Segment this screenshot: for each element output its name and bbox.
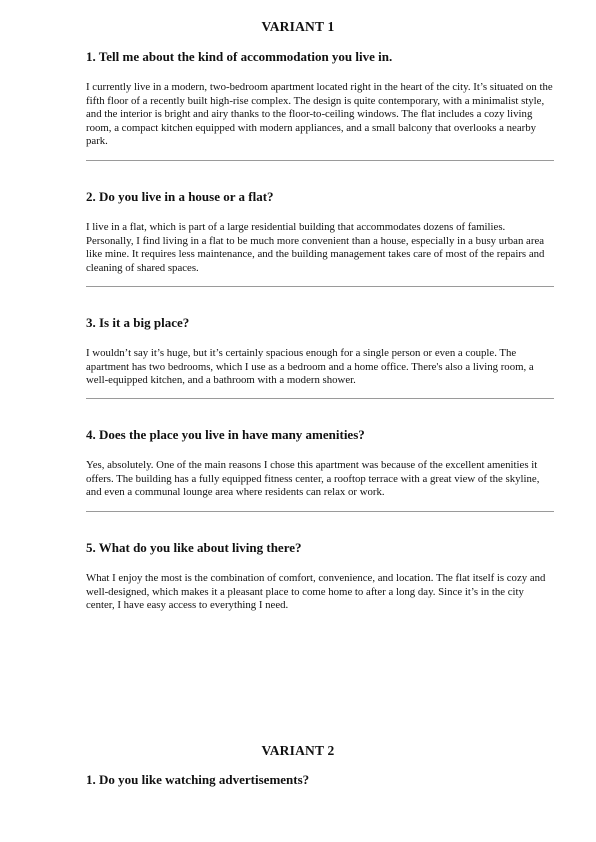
answer-1-text: I currently live in a modern, two-bedroom apartment located right in the heart of the city. It’s situated on the fifth floor of a recently built high-rise complex. The design is quite contemporary, with a minimalist style, and the interior is bright and airy thanks to the floor-to-ceiling windows. The flat includes a cozy living room, a compact kitchen equipped with modern appliances, and a small balcony that overlooks a nearby park. [86, 81, 553, 148]
question-4-heading: 4. Does the place you live in have many amenities? [86, 427, 365, 442]
question-2-heading: 2. Do you live in a house or a flat? [86, 189, 274, 204]
question-block-3 [86, 315, 554, 388]
divider-1 [86, 160, 554, 161]
question-1-heading: 1. Tell me about the kind of accommodation you live in. [86, 49, 393, 64]
divider-3 [86, 398, 554, 399]
answer-3-text: I wouldn’t say it’s huge, but it’s certainly spacious enough for a single person or even a couple. The apartment has two bedrooms, which I use as a bedroom and a home office. There's also a living room, a well-equipped kitchen, and a bathroom with a modern shower. [86, 347, 534, 387]
question-block-4 [86, 427, 554, 500]
answer-2-text: I live in a flat, which is part of a large residential building that accommodates dozens of families. Personally, I find living in a flat to be much more convenient than a house, especially in a busy urban area like mine. It requires less maintenance, and the building management takes care of most of the repairs and cleaning of shared spaces. [86, 221, 545, 274]
answer-4-text: Yes, absolutely. One of the main reasons I chose this apartment was because of the excellent amenities it offers. The building has a fully equipped fitness center, a rooftop terrace with a great view of the skyline, and even a communal lounge area where residents can relax or work. [86, 459, 540, 499]
question-5-heading: 5. What do you like about living there? [86, 540, 302, 555]
variant-2-title: VARIANT 2 [261, 743, 335, 758]
divider-2 [86, 286, 554, 287]
variant-2-question-1-heading: 1. Do you like watching advertisements? [86, 772, 310, 787]
divider-4 [86, 511, 554, 512]
answer-5-text: What I enjoy the most is the combination of comfort, convenience, and location. The flat itself is cozy and well-designed, which makes it a pleasant place to come home to after a long day. Since it’s in the city center, I have easy access to everything I need. [86, 572, 546, 612]
question-block-5 [86, 540, 554, 613]
question-block-1 [86, 49, 554, 149]
variant-2-question-block-1 [86, 772, 554, 804]
question-block-2 [86, 189, 554, 275]
question-3-heading: 3. Is it a big place? [86, 315, 190, 330]
variant-1-title: VARIANT 1 [261, 19, 335, 34]
